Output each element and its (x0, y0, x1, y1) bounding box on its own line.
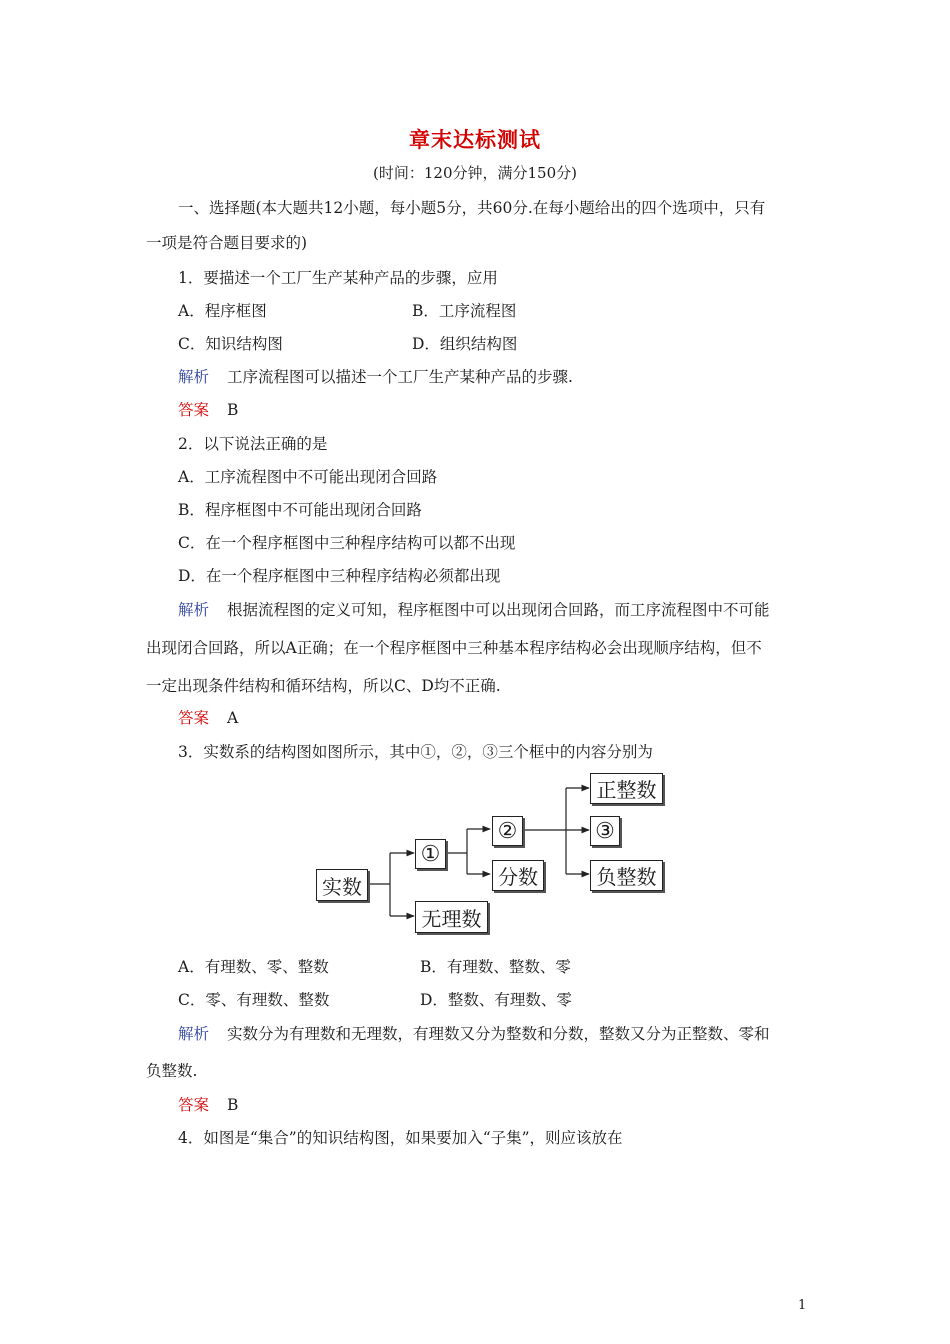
page-number: 1 (798, 1298, 807, 1313)
diagram-box-positive-integer: 正整数 (590, 773, 663, 804)
q3-answer (178, 1095, 238, 1115)
diagram-box-fraction: 分数 (492, 860, 544, 891)
q2-option-a: A．工序流程图中不可能出现闭合回路 (178, 468, 438, 486)
q3-option-a: A．有理数、零、整数 (178, 958, 329, 976)
q2-stem: 2．以下说法正确的是 (178, 435, 328, 453)
q4-stem: 4．如图是“集合”的知识结构图，如果要加入“子集”，则应该放在 (178, 1129, 623, 1147)
diagram-box-2: ② (492, 816, 523, 846)
q2-analysis-text1: 根据流程图的定义可知，程序框图中可以出现闭合回路，而工序流程图中不可能 (227, 601, 770, 619)
q3-analysis-line2: 负整数. (146, 1062, 198, 1080)
q2-analysis-label: 解析 (178, 601, 210, 619)
q3-analysis-text1: 实数分为有理数和无理数，有理数又分为整数和分数，整数又分为正整数、零和 (227, 1025, 770, 1043)
q3-option-d: D．整数、有理数、零 (420, 991, 572, 1009)
q3-option-c: C．零、有理数、整数 (178, 991, 330, 1009)
q3-stem: 3．实数系的结构图如图所示，其中①，②，③三个框中的内容分别为 (178, 743, 653, 761)
q3-option-b: B．有理数、整数、零 (420, 958, 571, 976)
diagram-box-3: ③ (590, 816, 620, 846)
page-title: 章末达标测试 (409, 127, 541, 152)
q2-option-c: C．在一个程序框图中三种程序结构可以都不出现 (178, 534, 516, 552)
q2-answer-value: A (227, 709, 239, 727)
q1-analysis-text: 工序流程图可以描述一个工厂生产某种产品的步骤. (227, 368, 573, 386)
q1-analysis-label: 解析 (178, 368, 210, 386)
q1-stem: 1．要描述一个工厂生产某种产品的步骤，应用 (178, 269, 498, 287)
q3-answer-value: B (227, 1096, 239, 1114)
q2-analysis-line3: 一定出现条件结构和循环结构，所以C、D均不正确. (146, 677, 501, 695)
q1-option-b: B．工序流程图 (412, 302, 517, 320)
section-heading-line2: 一项是符合题目要求的) (146, 234, 308, 252)
diagram-box-1: ① (415, 839, 446, 869)
q1-answer-label: 答案 (178, 401, 210, 419)
q1-answer-value: B (227, 401, 239, 419)
q2-option-d: D．在一个程序框图中三种程序结构必须都出现 (178, 567, 501, 585)
q2-answer-label: 答案 (178, 709, 210, 727)
q3-analysis-label: 解析 (178, 1025, 210, 1043)
q2-option-b: B．程序框图中不可能出现闭合回路 (178, 501, 422, 519)
q1-option-a: A．程序框图 (178, 302, 267, 320)
page-subtitle: (时间：120分钟，满分150分) (373, 164, 577, 182)
q1-option-c: C．知识结构图 (178, 335, 283, 353)
q2-analysis-line2: 出现闭合回路，所以A正确；在一个程序框图中三种基本程序结构必会出现顺序结构，但不 (146, 639, 762, 657)
diagram-box-real: 实数 (316, 869, 368, 901)
diagram-box-negative-integer: 负整数 (590, 860, 663, 891)
q3-analysis-line1 (178, 1024, 770, 1044)
q3-answer-label: 答案 (178, 1096, 210, 1114)
diagram-box-irrational: 无理数 (415, 901, 488, 933)
section-heading-line1: 一、选择题(本大题共12小题，每小题5分，共60分.在每小题给出的四个选项中，只有 (178, 199, 766, 217)
q1-option-d: D．组织结构图 (412, 335, 518, 353)
